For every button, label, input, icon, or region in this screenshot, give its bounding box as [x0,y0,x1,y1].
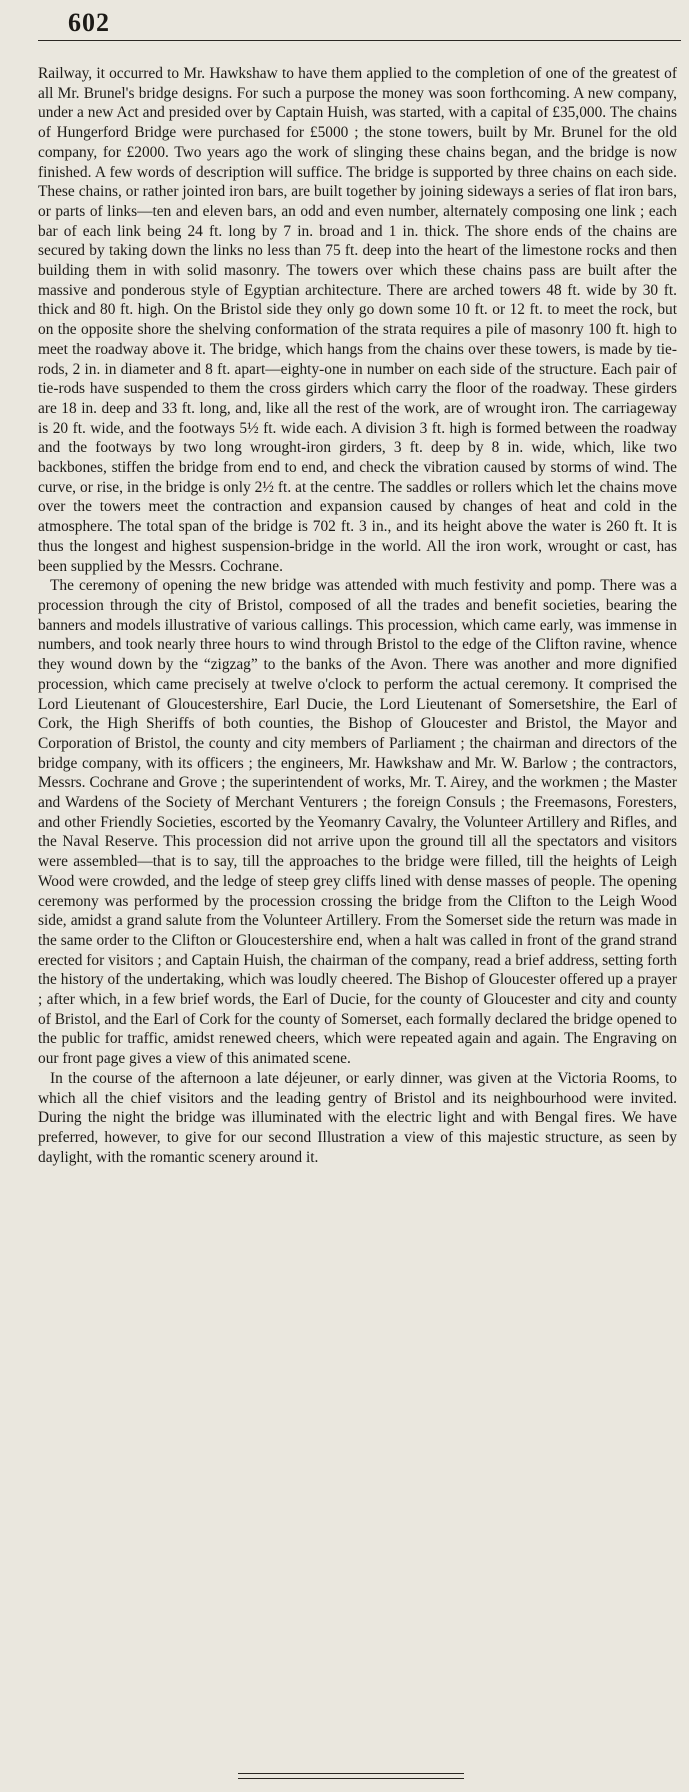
article-column [38,64,677,1167]
page-number: 602 [68,8,110,37]
article-paragraph-3: In the course of the afternoon a late déjeuner, or early dinner, was given at the Victoria Rooms, to which all the chief visitors and the leading gentry of Bristol and its neighbourhood were invited. During the night the bridge was illuminated with the electric light and with Bengal fires. We have preferred, however, to give for our second Illustration a view of this majestic structure, as seen by daylight, with the romantic scenery around it. [38,1069,677,1166]
article-paragraph-1: Railway, it occurred to Mr. Hawkshaw to have them applied to the completion of one of the greatest of all Mr. Brunel's bridge designs. For such a purpose the money was soon forthcoming. A new company, under a new Act and presided over by Captain Huish, was started, with a capital of £35,000. The chains of Hungerford Bridge were purchased for £5000 ; the stone towers, built by Mr. Brunel for the old company, for £2000. Two years ago the work of slinging these chains began, and the bridge is now finished. A few words of description will suffice. The bridge is supported by three chains on each side. These chains, or rather jointed iron bars, are built together by joining sideways a series of flat iron bars, or parts of links—ten and eleven bars, an odd and even number, alternately composing one link ; each bar of each link being 24 ft. long by 7 in. broad and 1 in. thick. The shore ends of the chains are secured by taking down the links no less than 75 ft. deep into the heart of the limestone rocks and then building them in with solid masonry. The towers over which these chains pass are built after the massive and ponderous style of Egyptian architecture. There are arched towers 48 ft. wide by 30 ft. thick and 80 ft. high. On the Bristol side they only go down some 10 ft. or 12 ft. to meet the rock, but on the opposite shore the shelving conformation of the strata requires a pile of masonry 100 ft. high to meet the roadway above it. The bridge, which hangs from the chains over these towers, is made by tie-rods, 2 in. in diameter and 8 ft. apart—eighty-one in number on each side of the structure. Each pair of tie-rods have suspended to them the cross girders which carry the floor of the roadway. These girders are 18 in. deep and 33 ft. long, and, like all the rest of the work, are of wrought iron. The carriageway is 20 ft. wide, and the footways 5½ ft. wide each. A division 3 ft. high is formed between the roadway and the footways by two long wrought-iron girders, 3 ft. deep by 8 in. wide, which, like two backbones, stiffen the bridge from end to end, and check the vibration caused by storms of wind. The curve, or rise, in the bridge is only 2½ ft. at the centre. The saddles or rollers which let the chains move over the towers meet the contraction and expansion caused by changes of heat and cold in the atmosphere. The total span of the bridge is 702 ft. 3 in., and its height above the water is 260 ft. It is thus the longest and highest suspension-bridge in the world. All the iron work, wrought or cast, has been supplied by the Messrs. Cochrane. [38,65,677,575]
article-end-double-rule [238,1773,464,1779]
article-paragraph-2: The ceremony of opening the new bridge was attended with much festivity and pomp. There was a procession through the city of Bristol, composed of all the trades and benefit societies, bearing the banners and models illustrative of various callings. This procession, which came early, was immense in numbers, and took nearly three hours to wind through Bristol to the edge of the Clifton ravine, whence they wound down by the “zigzag” to the banks of the Avon. There was another and more dignified procession, which came precisely at twelve o'clock to perform the actual ceremony. It comprised the Lord Lieutenant of Gloucestershire, Earl Ducie, the Lord Lieutenant of Somersetshire, the Earl of Cork, the High Sheriffs of both counties, the Bishop of Gloucester and Bristol, the Mayor and Corporation of Bristol, the county and city members of Parliament ; the chairman and directors of the bridge company, with its officers ; the engineers, Mr. Hawkshaw and Mr. W. Barlow ; the contractors, Messrs. Cochrane and Grove ; the superintendent of works, Mr. T. Airey, and the workmen ; the Master and Wardens of the Society of Merchant Venturers ; the foreign Consuls ; the Freemasons, Foresters, and other Friendly Societies, escorted by the Yeomanry Cavalry, the Volunteer Artillery and Rifles, and the Naval Reserve. This procession did not arrive upon the ground till all the spectators and visitors were assembled—that is to say, till the approaches to the bridge were filled, till the heights of Leigh Wood were crowded, and the ledge of steep grey cliffs lined with dense masses of people. The opening ceremony was performed by the procession crossing the bridge from the Clifton to the Leigh Wood side, amidst a grand salute from the Volunteer Artillery. From the Somerset side the return was made in the same order to the Clifton or Gloucestershire end, when a halt was called in front of the grand strand erected for visitors ; and Captain Huish, the chairman of the company, read a brief address, setting forth the history of the undertaking, which was loudly cheered. The Bishop of Gloucester offered up a prayer ; after which, in a few brief words, the Earl of Ducie, for the county of Gloucester and city and county of Bristol, and the Earl of Cork for the county of Somerset, each formally declared the bridge opened to the public for traffic, amidst renewed cheers, which were repeated again and again. The Engraving on our front page gives a view of this animated scene. [38,577,677,1068]
header-rule [38,40,681,41]
